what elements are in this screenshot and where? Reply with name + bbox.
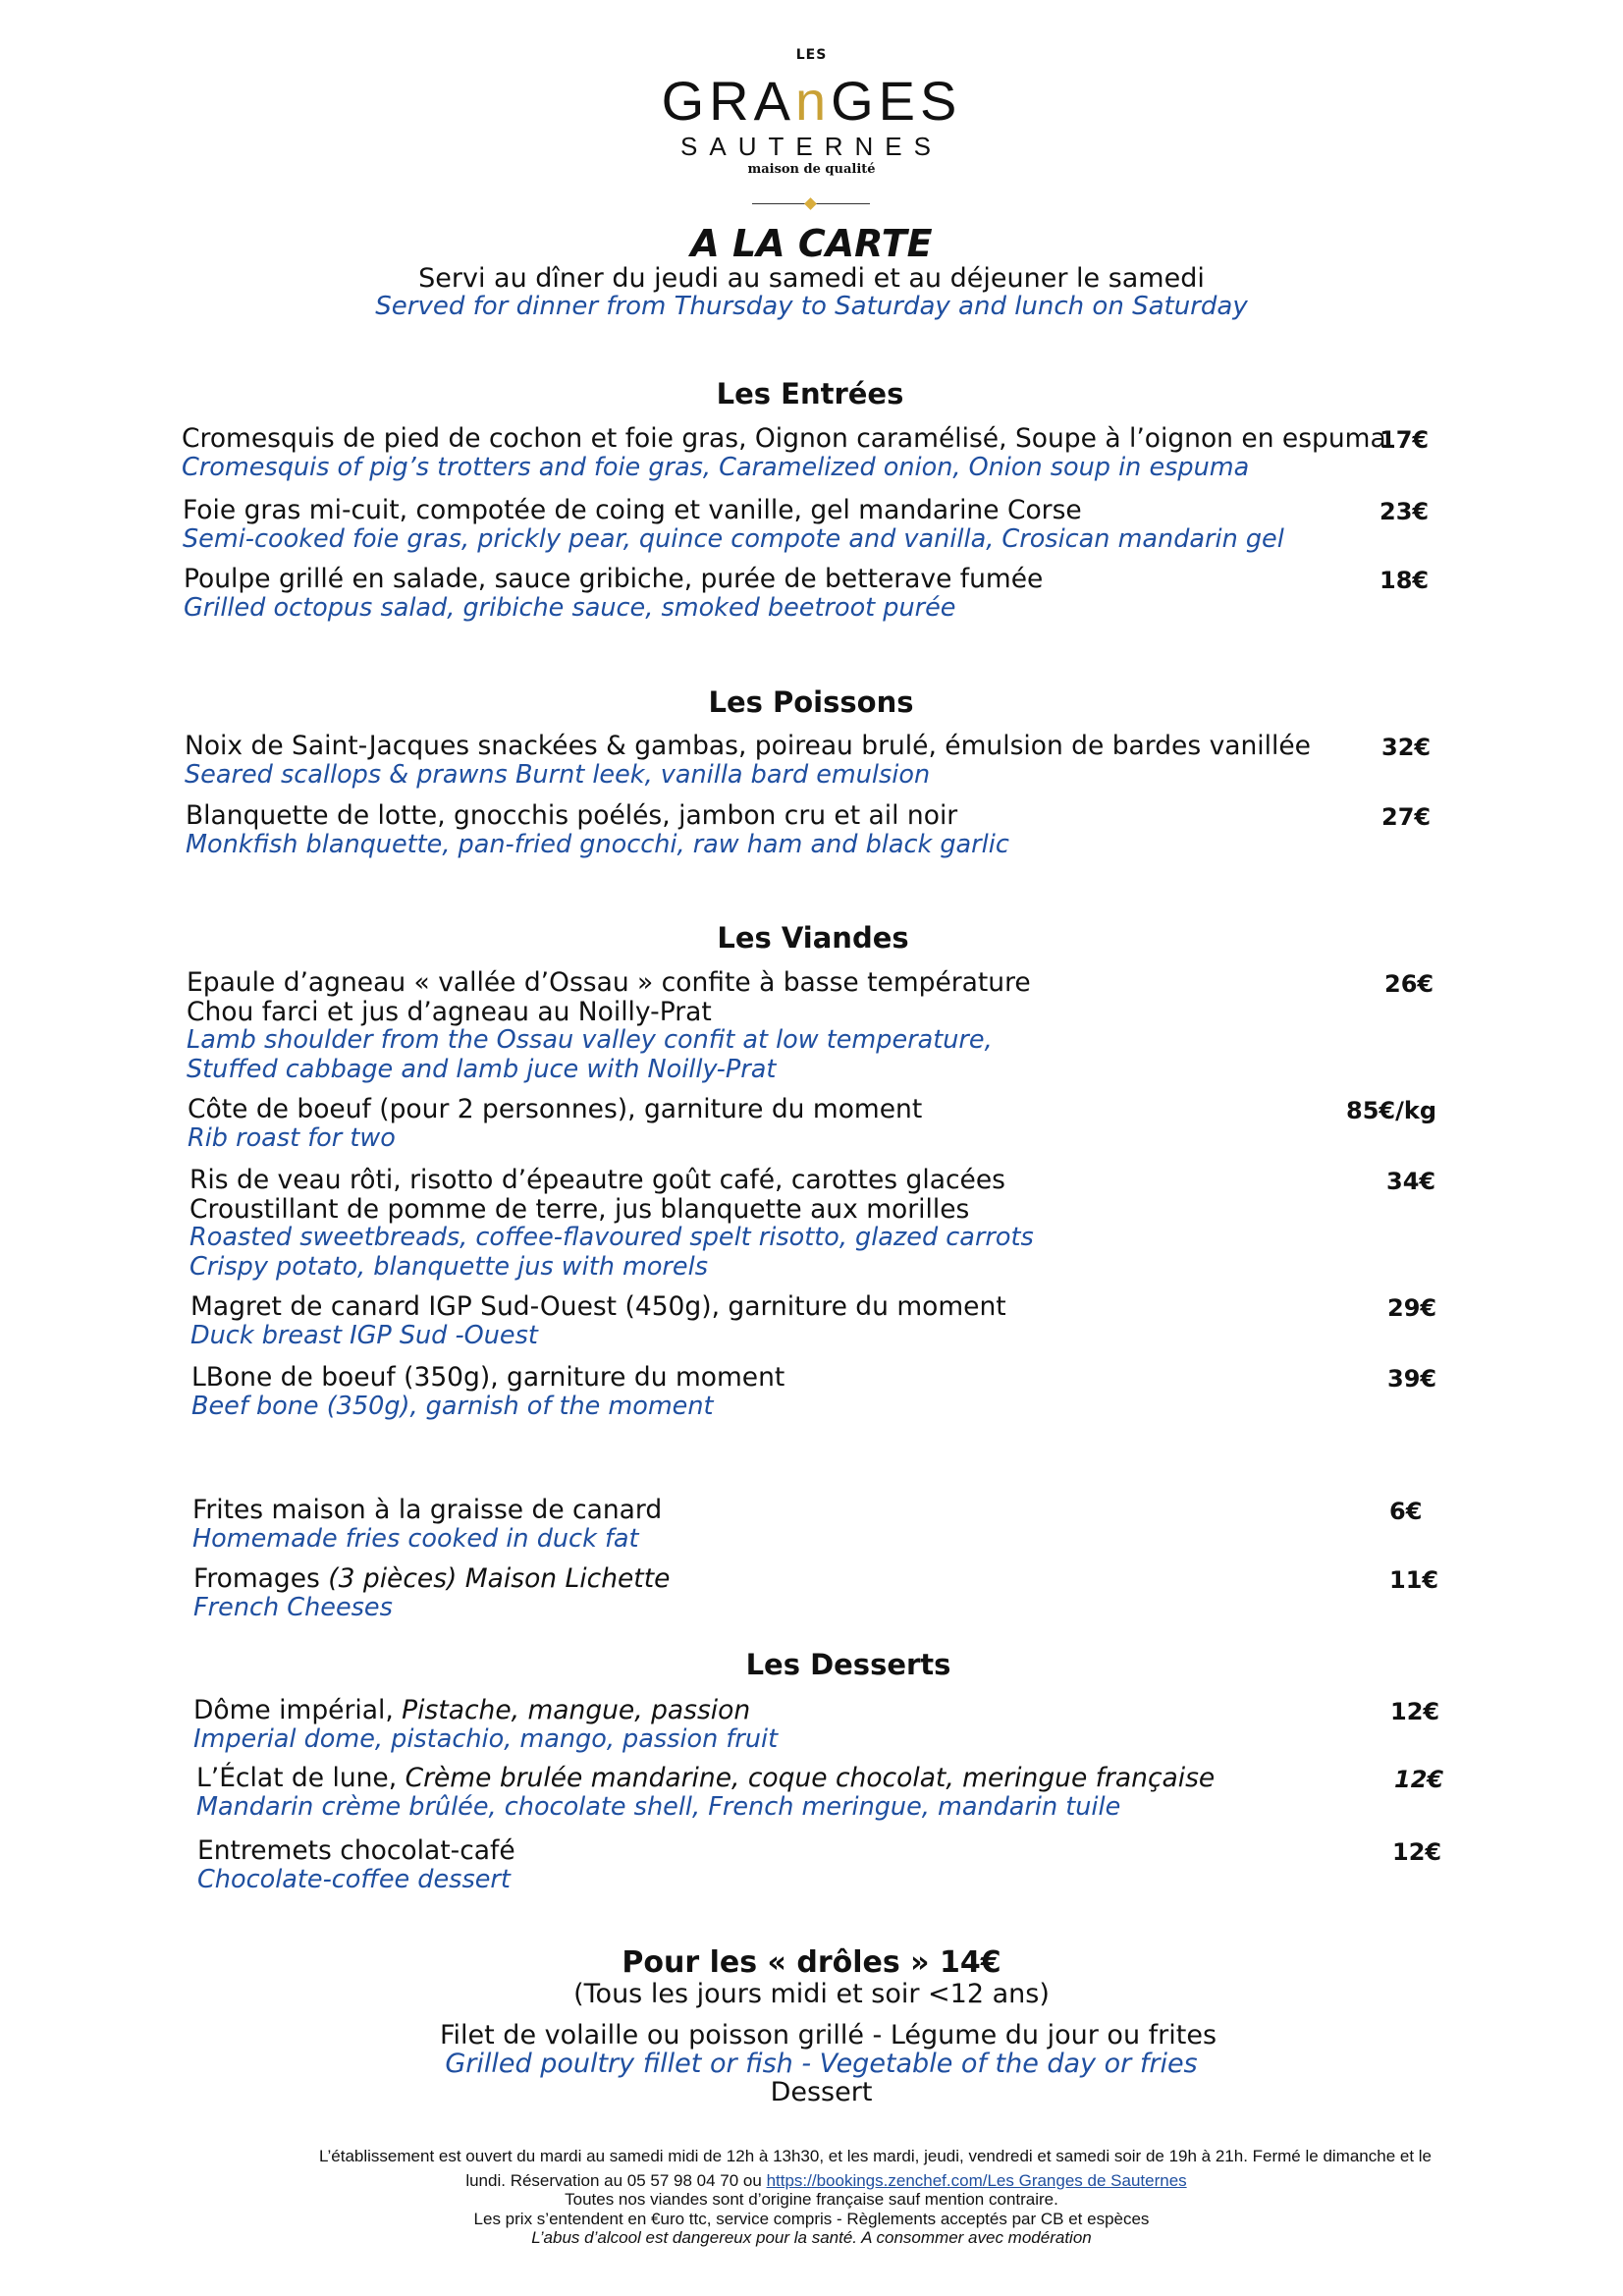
dish-price: 18€: [1380, 567, 1430, 594]
dish-detail-fr: (3 pièces) Maison Lichette: [328, 1563, 671, 1594]
dish-name-fr-text: Chou farci et jus d’agneau au Noilly-Prat: [187, 996, 712, 1027]
section-title: Les Viandes: [717, 921, 909, 955]
dish-name-fr-text: LBone de boeuf (350g), garniture du moment: [191, 1362, 785, 1393]
menu-item: [196, 1764, 1215, 1822]
dish-price: 23€: [1380, 498, 1430, 525]
logo-granges-part: GRA: [661, 70, 795, 132]
footer-text: lundi. Réservation au 05 57 98 04 70 ou: [465, 2170, 767, 2190]
dish-name-fr: [188, 1095, 922, 1124]
dish-name-en: Mandarin crème brûlée, chocolate shell, French meringue, mandarin tuile: [196, 1791, 1121, 1822]
dish-name-fr-text: Magret de canard IGP Sud-Ouest (450g), garniture du moment: [190, 1291, 1006, 1322]
menu-item: [192, 1496, 662, 1554]
menu-item: [190, 1292, 1006, 1350]
dish-name-fr: [189, 1166, 1034, 1195]
dish-name-fr: [183, 496, 1284, 525]
dish-name-en: Cromesquis of pig’s trotters and foie gras, Caramelized onion, Onion soup in espuma: [182, 452, 1250, 482]
dish-name-fr-text: Noix de Saint-Jacques snackées & gambas, poireau brulé, émulsion de bardes vanillée: [185, 731, 1311, 761]
menu-item: [193, 1696, 778, 1754]
dish-name-fr-text: Blanquette de lotte, gnocchis poélés, jambon cru et ail noir: [186, 800, 958, 831]
kids-subtitle: (Tous les jours midi et soir <12 ans): [573, 1979, 1050, 2009]
dish-name-fr-text: Croustillant de pomme de terre, jus blanquette aux morilles: [189, 1193, 970, 1225]
kids-line-en: Grilled poultry fillet or fish - Vegetable of the day or fries: [445, 2049, 1198, 2079]
dish-price: 26€: [1384, 970, 1434, 998]
footer-line: Les prix s’entendent en €uro ttc, service compris - Règlements acceptés par CB et espèces: [473, 2209, 1150, 2228]
dish-name-fr-text: Foie gras mi-cuit, compotée de coing et vanille, gel mandarine Corse: [183, 495, 1082, 525]
page-title: A LA CARTE: [690, 222, 933, 265]
dish-name-en: Beef bone (350g), garnish of the moment: [191, 1391, 714, 1421]
menu-item: [197, 1836, 515, 1894]
section-title: Les Desserts: [745, 1648, 951, 1681]
dish-name-fr-text: Frites maison à la graisse de canard: [192, 1495, 663, 1525]
dish-name-fr: [192, 1496, 662, 1525]
menu-item: [182, 424, 1386, 482]
section-title: Les Entrées: [716, 377, 904, 410]
dish-name-en: Lamb shoulder from the Ossau valley confit at low temperature,: [187, 1025, 993, 1055]
footer: [0, 2147, 1623, 2248]
logo-granges-accent: n: [794, 70, 832, 132]
dish-name-fr: [186, 801, 1009, 831]
footer-line: L’établissement est ouvert du mardi au samedi midi de 12h à 13h30, et les mardi, jeudi, vendredi et samedi soir de 19h à 21h. Fermé le dimanche et le: [318, 2147, 1433, 2165]
menu-item: [191, 1363, 784, 1421]
dish-name-en: Monkfish blanquette, pan-fried gnocchi, raw ham and black garlic: [186, 829, 1009, 859]
dish-name-fr-text: Dôme impérial,: [193, 1695, 403, 1725]
dish-price: 29€: [1387, 1294, 1437, 1322]
dish-name-en: Seared scallops & prawns Burnt leek, vanilla bard emulsion: [185, 759, 931, 790]
menu-item: [189, 1166, 1034, 1282]
kids-title: Pour les « drôles » 14€: [622, 1945, 1001, 1980]
dish-price: 34€: [1386, 1168, 1436, 1195]
dish-name-en: French Cheeses: [193, 1592, 393, 1622]
dish-name-en: Homemade fries cooked in duck fat: [192, 1523, 639, 1554]
dish-name-en: Rib roast for two: [188, 1122, 396, 1153]
dish-name-en: Semi-cooked foie gras, prickly pear, quince compote and vanilla, Crosican mandarin gel: [183, 523, 1284, 554]
dish-name-fr: [196, 1764, 1215, 1793]
dish-name-fr: [187, 968, 1031, 998]
dish-price: 39€: [1387, 1365, 1437, 1393]
dish-name-fr: [184, 565, 1043, 594]
footer-line: [0, 2171, 1623, 2191]
dish-name-fr: [182, 424, 1386, 454]
logo-tagline: maison de qualité: [747, 162, 876, 177]
dish-name-fr: [197, 1836, 515, 1866]
dish-name-en: Chocolate-coffee dessert: [197, 1864, 511, 1894]
menu-item: [186, 801, 1009, 859]
menu-item: [187, 968, 1031, 1084]
footer-line: L’abus d’alcool est dangereux pour la santé. A consommer avec modération: [531, 2228, 1092, 2247]
dish-detail-fr: Pistache, mangue, passion: [402, 1695, 751, 1725]
dish-name-fr-text: Ris de veau rôti, risotto d’épeautre goût café, carottes glacées: [189, 1165, 1005, 1195]
kids-dessert: Dessert: [770, 2077, 873, 2107]
menu-item: [188, 1095, 922, 1153]
dish-price: 27€: [1381, 803, 1432, 831]
dish-price: 12€: [1394, 1766, 1444, 1793]
dish-name-fr: [193, 1696, 778, 1725]
dish-name-fr-text: Poulpe grillé en salade, sauce gribiche, purée de betterave fumée: [184, 564, 1044, 594]
dish-price: 85€/kg: [1346, 1097, 1437, 1124]
logo-les: LES: [795, 47, 828, 63]
dish-price: 6€: [1389, 1498, 1423, 1525]
dish-name-en: Crispy potato, blanquette jus with morels: [189, 1251, 708, 1282]
subtitle-fr: Servi au dîner du jeudi au samedi et au déjeuner le samedi: [418, 263, 1205, 294]
kids-menu: [0, 1945, 1623, 2107]
footer-line: Toutes nos viandes sont d’origine française sauf mention contraire.: [565, 2190, 1058, 2209]
dish-name-fr: [185, 732, 1311, 761]
dish-name-en: Grilled octopus salad, gribiche sauce, smoked beetroot purée: [184, 592, 956, 623]
diamond-ornament-icon: [804, 197, 817, 210]
dish-name-fr-text: Fromages: [193, 1563, 329, 1594]
dish-name-fr: [189, 1195, 1034, 1225]
dish-name-fr-text: Côte de boeuf (pour 2 personnes), garniture du moment: [188, 1094, 923, 1124]
dish-price: 11€: [1389, 1566, 1439, 1594]
dish-name-en: Duck breast IGP Sud -Ouest: [190, 1320, 538, 1350]
menu-item: [183, 496, 1284, 554]
subtitle-en: Served for dinner from Thursday to Saturday and lunch on Saturday: [375, 292, 1248, 321]
dish-price: 12€: [1390, 1698, 1440, 1725]
dish-name-fr-text: Entremets chocolat-café: [197, 1835, 515, 1866]
logo-granges: [0, 69, 1623, 133]
kids-line-fr: Filet de volaille ou poisson grillé - Légume du jour ou frites: [439, 2020, 1217, 2050]
dish-price: 12€: [1392, 1838, 1442, 1866]
dish-name-fr-text: L’Éclat de lune,: [196, 1763, 406, 1793]
section-title: Les Poissons: [708, 685, 914, 719]
dish-name-fr-text: Epaule d’agneau « vallée d’Ossau » confite à basse température: [187, 967, 1031, 998]
dish-name-fr: [190, 1292, 1006, 1322]
logo-granges-part: GES: [831, 70, 962, 132]
dish-name-en: Roasted sweetbreads, coffee-flavoured spelt risotto, glazed carrots: [189, 1223, 1034, 1252]
dish-name-en: Stuffed cabbage and lamb juce with Noilly-Prat: [187, 1054, 777, 1084]
dish-name-fr-text: Cromesquis de pied de cochon et foie gras, Oignon caramélisé, Soupe à l’oignon en espuma: [182, 423, 1386, 454]
dish-name-fr: [191, 1363, 784, 1393]
dish-name-fr: [187, 998, 1031, 1027]
logo-sauternes: SAUTERNES: [680, 132, 943, 161]
menu-item: [193, 1564, 670, 1622]
dish-name-en: Imperial dome, pistachio, mango, passion fruit: [193, 1723, 779, 1754]
dish-price: 32€: [1381, 734, 1432, 761]
dish-name-fr: [193, 1564, 670, 1594]
menu-item: [185, 732, 1311, 790]
dish-price: 17€: [1380, 426, 1430, 454]
booking-link[interactable]: https://bookings.zenchef.com/Les Granges de Sauternes: [766, 2170, 1187, 2190]
dish-detail-fr: Crème brulée mandarine, coque chocolat, meringue française: [405, 1763, 1216, 1793]
menu-item: [184, 565, 1043, 623]
